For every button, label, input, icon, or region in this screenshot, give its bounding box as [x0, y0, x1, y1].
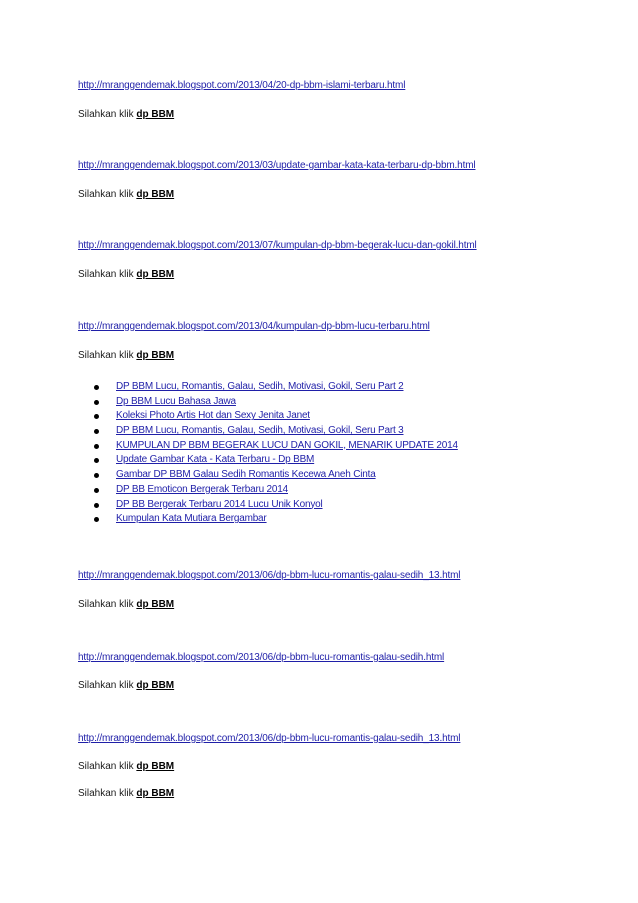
click-prefix: Silahkan klik	[78, 788, 137, 799]
bullet-icon	[94, 473, 99, 478]
bullet-icon	[94, 444, 99, 449]
click-line-8	[78, 788, 174, 800]
related-link[interactable]: DP BBM Lucu, Romantis, Galau, Sedih, Motivasi, Gokil, Seru Part 2	[116, 381, 404, 392]
entry-url-5[interactable]: http://mranggendemak.blogspot.com/2013/06/dp-bbm-lucu-romantis-galau-sedih_13.html	[78, 570, 461, 581]
bullet-icon	[94, 503, 99, 508]
click-line-1	[78, 109, 174, 121]
related-link[interactable]: DP BBM Lucu, Romantis, Galau, Sedih, Motivasi, Gokil, Seru Part 3	[116, 425, 404, 437]
click-line-5	[78, 599, 174, 611]
bullet-icon	[94, 429, 99, 434]
dp-bbm-link[interactable]: dp BBM	[136, 761, 175, 772]
bullet-icon	[94, 385, 99, 390]
entry-url-7[interactable]: http://mranggendemak.blogspot.com/2013/06/dp-bbm-lucu-romantis-galau-sedih_13.html	[78, 733, 461, 744]
entry-url-1[interactable]: http://mranggendemak.blogspot.com/2013/04/20-dp-bbm-islami-terbaru.html	[78, 80, 406, 91]
entry-url-4[interactable]: http://mranggendemak.blogspot.com/2013/04/kumpulan-dp-bbm-lucu-terbaru.html	[78, 321, 430, 332]
related-link[interactable]: Dp BBM Lucu Bahasa Jawa	[116, 395, 236, 407]
click-line-7	[78, 761, 174, 773]
click-line-4	[78, 350, 174, 362]
related-link[interactable]: DP BB Bergerak Terbaru 2014 Lucu Unik Konyol	[116, 498, 323, 510]
related-link[interactable]: KUMPULAN DP BBM BEGERAK LUCU DAN GOKIL, MENARIK UPDATE 2014	[116, 439, 458, 451]
click-prefix: Silahkan klik	[78, 599, 137, 610]
bullet-icon	[94, 488, 99, 493]
click-prefix: Silahkan klik	[78, 189, 137, 200]
dp-bbm-link[interactable]: dp BBM	[136, 599, 175, 610]
entry-url-3[interactable]: http://mranggendemak.blogspot.com/2013/07/kumpulan-dp-bbm-begerak-lucu-dan-gokil.html	[78, 240, 477, 251]
click-line-3	[78, 269, 174, 281]
entry-url-6[interactable]: http://mranggendemak.blogspot.com/2013/06/dp-bbm-lucu-romantis-galau-sedih.html	[78, 652, 445, 663]
dp-bbm-link[interactable]: dp BBM	[136, 109, 175, 120]
dp-bbm-link[interactable]: dp BBM	[136, 350, 175, 361]
dp-bbm-link[interactable]: dp BBM	[136, 788, 175, 799]
related-link[interactable]: Kumpulan Kata Mutiara Bergambar	[116, 513, 267, 525]
click-prefix: Silahkan klik	[78, 350, 137, 361]
bullet-icon	[94, 400, 99, 405]
click-prefix: Silahkan klik	[78, 109, 137, 120]
click-prefix: Silahkan klik	[78, 680, 137, 691]
click-line-6	[78, 680, 174, 692]
bullet-icon	[94, 517, 99, 522]
entry-url-2[interactable]: http://mranggendemak.blogspot.com/2013/03/update-gambar-kata-kata-terbaru-dp-bbm.html	[78, 160, 476, 171]
click-line-2	[78, 189, 174, 201]
dp-bbm-link[interactable]: dp BBM	[136, 269, 175, 280]
click-prefix: Silahkan klik	[78, 269, 137, 280]
dp-bbm-link[interactable]: dp BBM	[136, 189, 175, 200]
related-link[interactable]: Koleksi Photo Artis Hot dan Sexy Jenita Janet	[116, 410, 310, 422]
bullet-icon	[94, 458, 99, 463]
related-link[interactable]: Update Gambar Kata - Kata Terbaru - Dp BBM	[116, 454, 315, 466]
dp-bbm-link[interactable]: dp BBM	[136, 680, 175, 691]
related-link[interactable]: DP BB Emoticon Bergerak Terbaru 2014	[116, 483, 288, 495]
bullet-icon	[94, 414, 99, 419]
click-prefix: Silahkan klik	[78, 761, 137, 772]
related-link[interactable]: Gambar DP BBM Galau Sedih Romantis Kecewa Aneh Cinta	[116, 469, 376, 481]
